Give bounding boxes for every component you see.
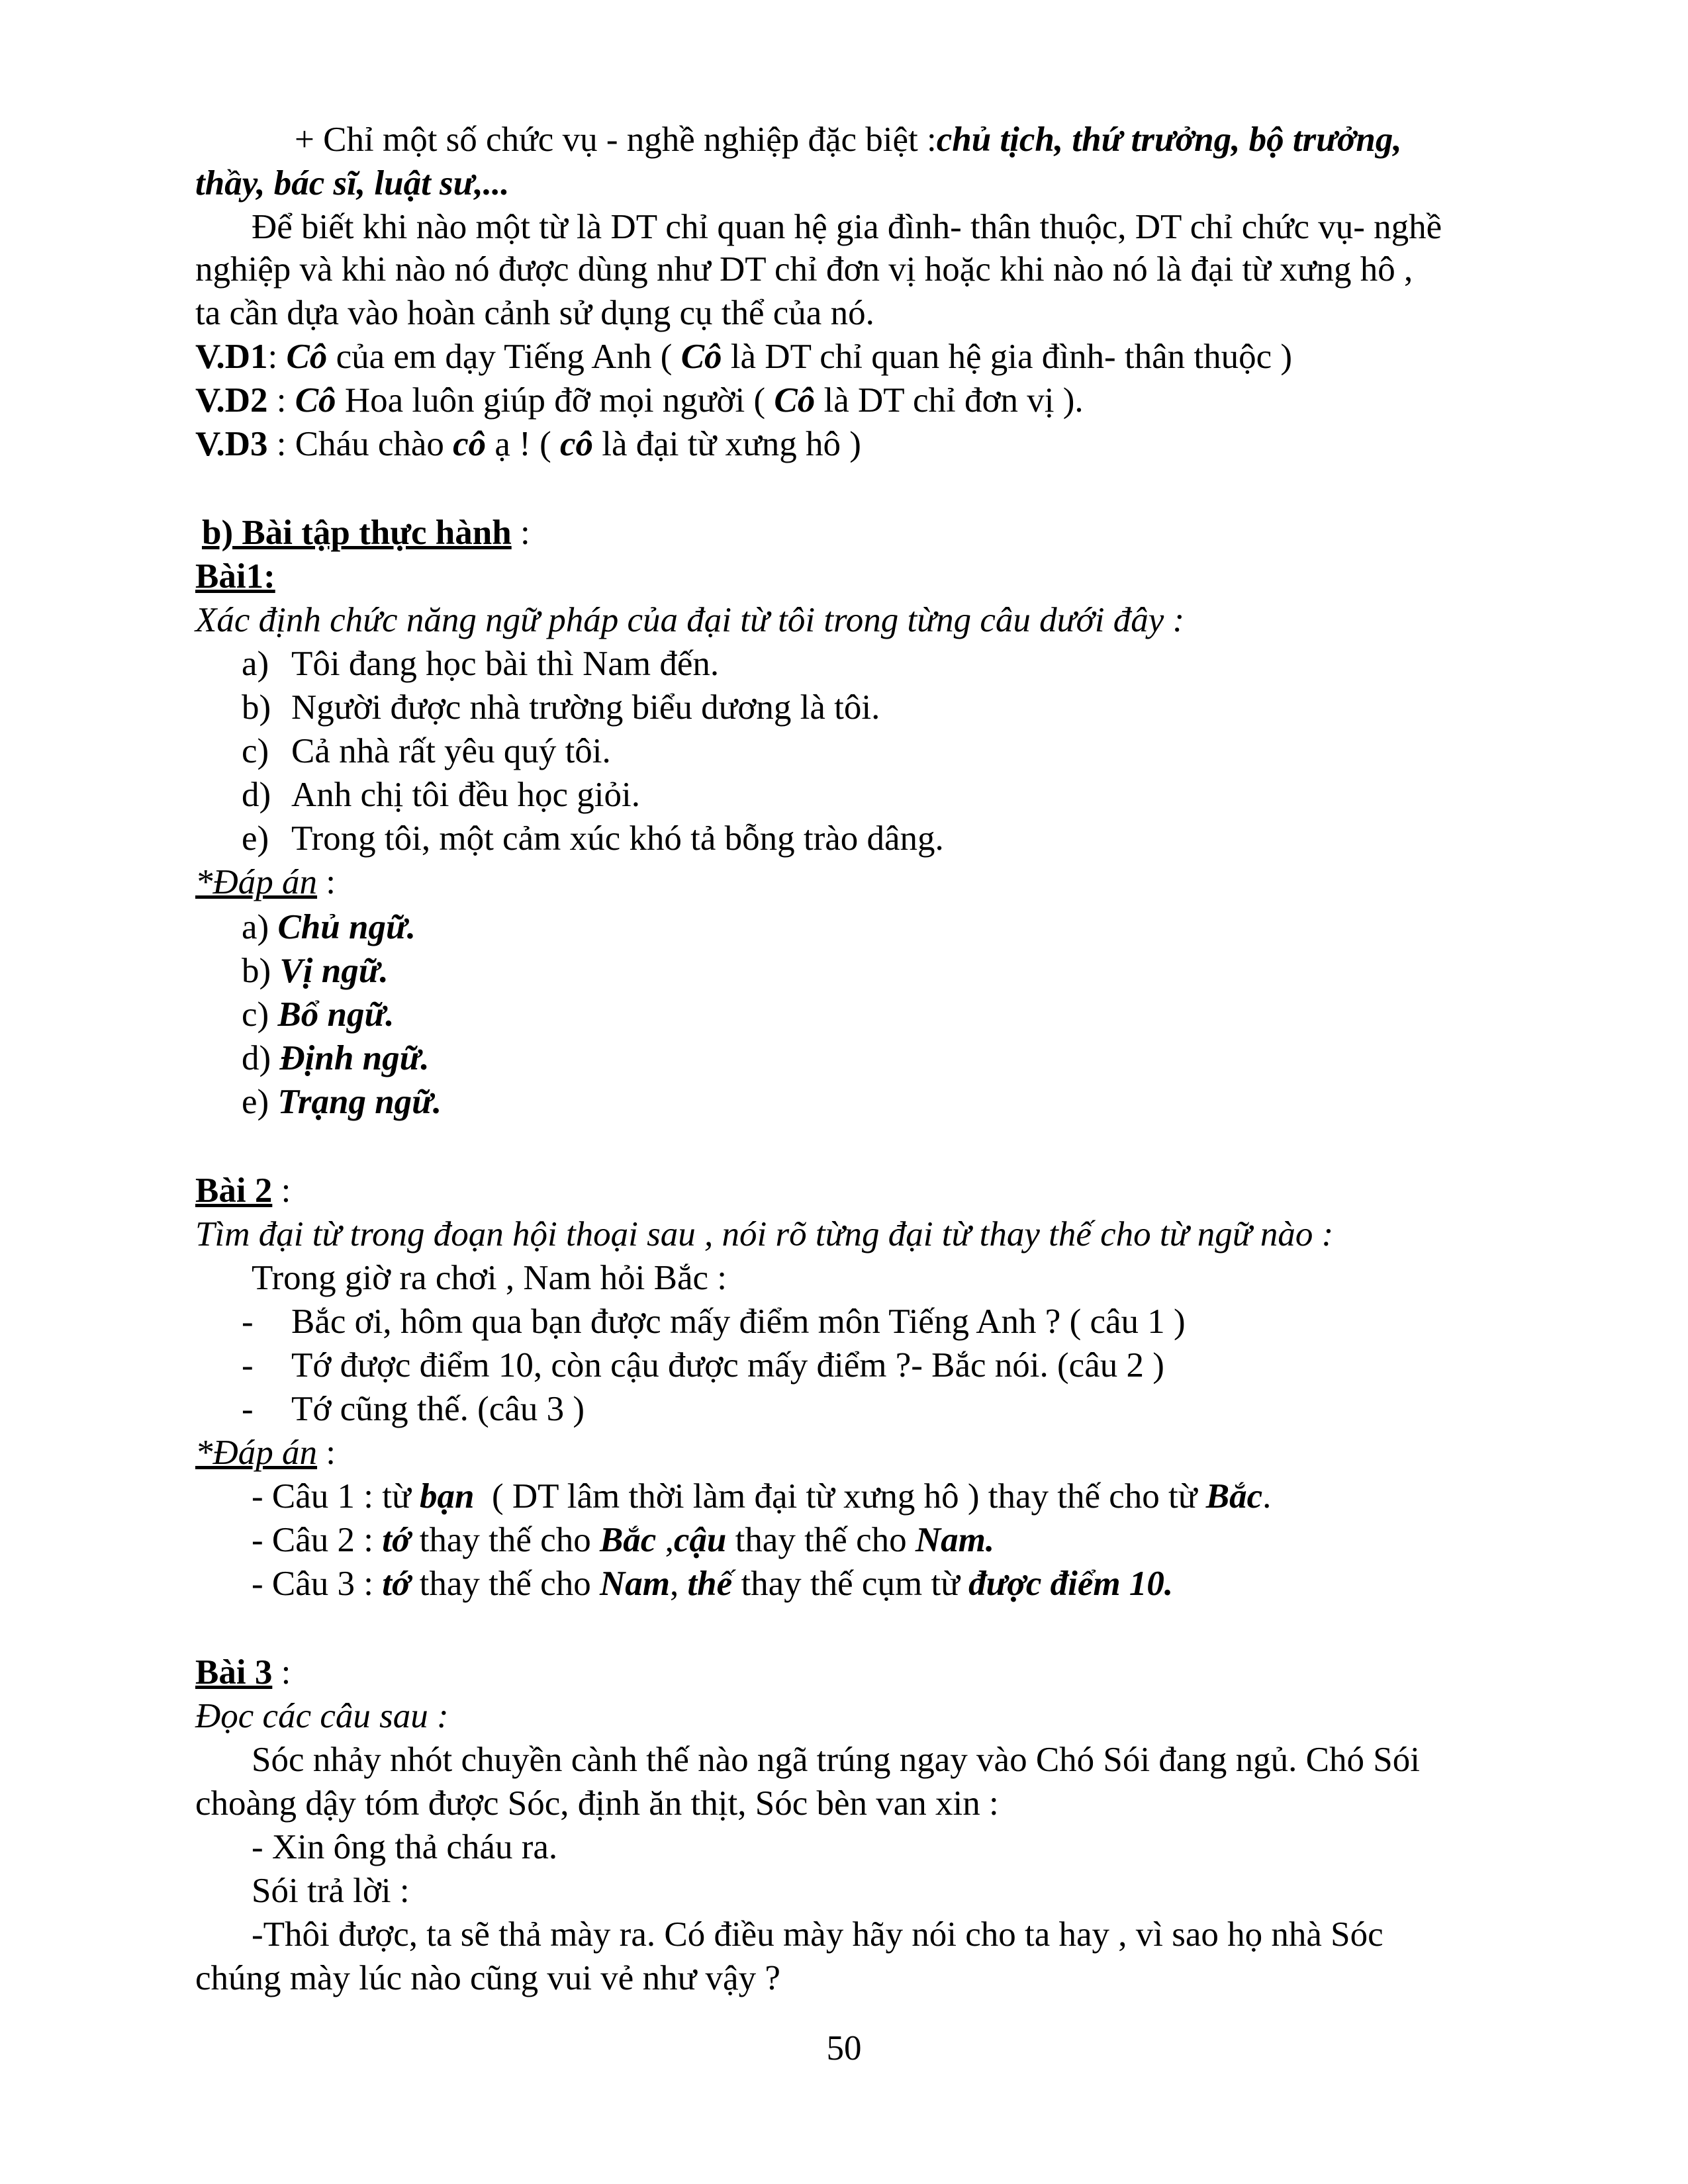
intro-line-1-bold: chủ tịch, thứ trưởng, bộ trưởng, <box>936 120 1402 159</box>
bai2-dialogue-line: - Tớ cũng thế. (câu 3 ) <box>242 1390 585 1428</box>
bai3-line: -Thôi được, ta sẽ thả mày ra. Có điều mày hãy nói cho ta hay , vì sao họ nhà Sóc <box>252 1915 1383 1954</box>
bai2-answer-2: - Câu 2 : tớ thay thế cho Bắc ,cậu thay thế cho Nam. <box>252 1521 995 1559</box>
page-number: 50 <box>826 2029 862 2068</box>
intro-line-1 <box>295 118 1402 161</box>
bai2-prompt: Tìm đại từ trong đoạn hội thoại sau , nói rõ từng đại từ thay thế cho từ ngữ nào : <box>195 1215 1334 1253</box>
bai1-item: b) Người được nhà trường biểu dương là tôi. <box>242 688 880 727</box>
bai2-intro: Trong giờ ra chơi , Nam hỏi Bắc : <box>252 1259 727 1297</box>
bai1-answer: e) Trạng ngữ. <box>242 1083 442 1121</box>
bai2-title: Bài 2 <box>195 1171 273 1210</box>
example-vd3: V.D3 : Cháu chào cô ạ ! ( cô là đại từ xưng hô ) <box>195 425 861 463</box>
section-b-title: b) Bài tập thực hành <box>202 514 512 552</box>
bai2-answer-1: - Câu 1 : từ bạn ( DT lâm thời làm đại từ xưng hô ) thay thế cho từ Bắc. <box>252 1477 1272 1516</box>
bai2-dialogue-line: - Tớ được điểm 10, còn cậu được mấy điểm ?- Bắc nói. (câu 2 ) <box>242 1346 1164 1385</box>
bai1-item: e) Trong tôi, một cảm xúc khó tả bỗng trào dâng. <box>242 819 944 858</box>
example-vd2: V.D2 : Cô Hoa luôn giúp đỡ mọi người ( Cô là DT chỉ đơn vị ). <box>195 381 1084 420</box>
intro-line-1-text: + Chỉ một số chức vụ - nghề nghiệp đặc biệt : <box>295 120 937 159</box>
bai2-answer-label: *Đáp án : <box>195 1433 336 1472</box>
bai1-answer: a) Chủ ngữ. <box>242 908 416 946</box>
bai2-heading: Bài 2 : <box>195 1171 291 1210</box>
bai1-answer: d) Định ngữ. <box>242 1039 430 1077</box>
bai1-item: c) Cả nhà rất yêu quý tôi. <box>242 732 611 770</box>
intro-para-line: nghiệp và khi nào nó được dùng như DT chỉ đơn vị hoặc khi nào nó là đại từ xưng hô , <box>195 250 1413 289</box>
bai3-heading: Bài 3 : <box>195 1653 291 1692</box>
bai3-line: chúng mày lúc nào cũng vui vẻ như vậy ? <box>195 1959 780 1997</box>
bai1-item: d) Anh chị tôi đều học giỏi. <box>242 776 640 814</box>
bai1-title: Bài1: <box>195 557 275 596</box>
bai3-line: - Xin ông thả cháu ra. <box>252 1828 558 1866</box>
bai3-prompt: Đọc các câu sau : <box>195 1697 449 1735</box>
bai3-line: choàng dậy tóm được Sóc, định ăn thịt, Sóc bèn van xin : <box>195 1784 999 1823</box>
bai1-answer-label: *Đáp án : <box>195 863 336 901</box>
bai1-item: a) Tôi đang học bài thì Nam đến. <box>242 645 720 683</box>
bai2-dialogue-line: - Bắc ơi, hôm qua bạn được mấy điểm môn Tiếng Anh ? ( câu 1 ) <box>242 1302 1186 1341</box>
bai1-answer: c) Bổ ngữ. <box>242 995 395 1034</box>
bai3-line: Sóc nhảy nhót chuyền cành thế nào ngã trúng ngay vào Chó Sói đang ngủ. Chó Sói <box>252 1741 1420 1779</box>
bai1-answer: b) Vị ngữ. <box>242 952 389 990</box>
bai3-title: Bài 3 <box>195 1653 273 1692</box>
example-vd1: V.D1: Cô của em dạy Tiếng Anh ( Cô là DT chỉ quan hệ gia đình- thân thuộc ) <box>195 338 1293 376</box>
intro-line-2: thầy, bác sĩ, luật sư,... <box>195 164 510 203</box>
bai3-line: Sói trả lời : <box>252 1872 410 1910</box>
bai1-prompt: Xác định chức năng ngữ pháp của đại từ tôi trong từng câu dưới đây : <box>195 601 1185 639</box>
bai2-answer-3: - Câu 3 : tớ thay thế cho Nam, thế thay thế cụm từ được điểm 10. <box>252 1565 1174 1603</box>
section-b-heading: b) Bài tập thực hành : <box>202 514 530 552</box>
intro-para-line: ta cần dựa vào hoàn cảnh sử dụng cụ thể của nó. <box>195 294 874 332</box>
intro-para-line: Để biết khi nào một từ là DT chỉ quan hệ gia đình- thân thuộc, DT chỉ chức vụ- nghề <box>252 208 1442 246</box>
